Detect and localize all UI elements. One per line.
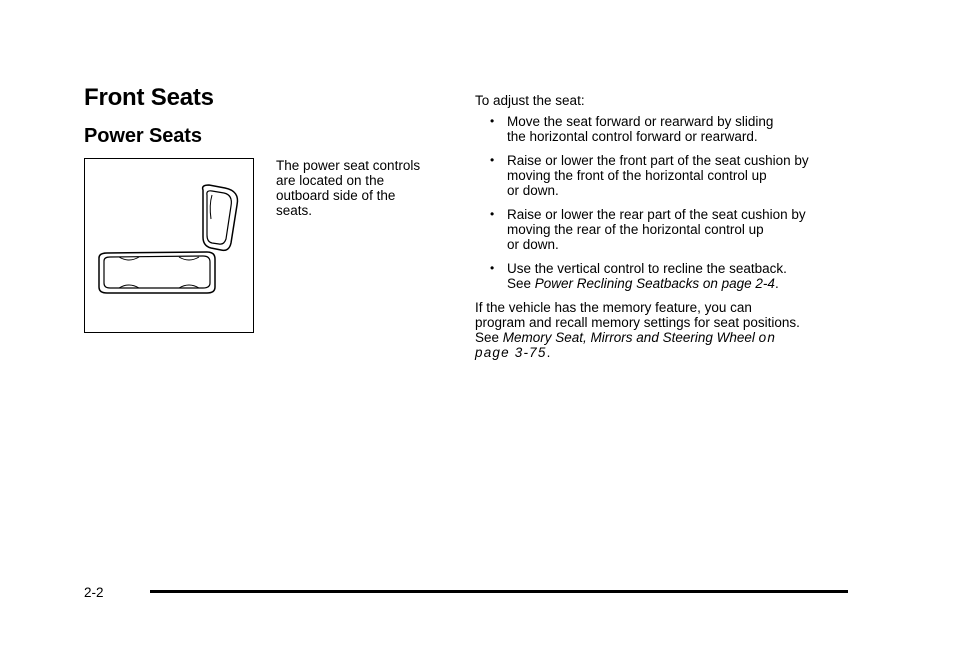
cross-reference-link[interactable]: Memory Seat, Mirrors and Steering Wheel bbox=[502, 330, 759, 345]
memory-line bbox=[475, 330, 855, 345]
bullet-icon: • bbox=[490, 114, 495, 128]
list-item bbox=[475, 207, 855, 252]
side-text-line: are located on the bbox=[276, 173, 385, 188]
memory-line: If the vehicle has the memory feature, you can bbox=[475, 300, 752, 315]
adjust-instructions bbox=[475, 93, 855, 360]
period-text: . bbox=[546, 345, 551, 360]
power-seat-controls-illustration bbox=[84, 158, 254, 333]
bullet-icon: • bbox=[490, 261, 495, 275]
bullet-line: the horizontal control forward or rearward. bbox=[507, 129, 758, 144]
bullet-icon: • bbox=[490, 153, 495, 167]
side-text-line: outboard side of the bbox=[276, 188, 396, 203]
bullet-line: moving the front of the horizontal control up bbox=[507, 168, 767, 183]
list-item bbox=[475, 261, 855, 291]
seat-controls-icon bbox=[85, 159, 255, 334]
memory-paragraph bbox=[475, 300, 855, 360]
intro-text: To adjust the seat: bbox=[475, 93, 585, 108]
bullet-line: or down. bbox=[507, 237, 559, 252]
subsection-title: Power Seats bbox=[84, 125, 202, 147]
period-text: . bbox=[774, 276, 779, 291]
see-text: See bbox=[475, 330, 503, 345]
memory-line bbox=[475, 345, 855, 360]
cross-reference-link[interactable]: page 3-75 bbox=[475, 345, 547, 360]
cross-reference-link[interactable]: on bbox=[758, 330, 777, 345]
list-item bbox=[475, 153, 855, 198]
adjust-steps-list bbox=[475, 114, 855, 291]
bullet-line: moving the rear of the horizontal control up bbox=[507, 222, 764, 237]
bullet-line: Use the vertical control to recline the seatback. bbox=[507, 261, 787, 276]
bullet-line: Raise or lower the rear part of the seat cushion by bbox=[507, 207, 806, 222]
cross-reference-link[interactable]: Power Reclining Seatbacks on page 2-4 bbox=[534, 276, 775, 291]
bullet-icon: • bbox=[490, 207, 495, 221]
side-text-line: seats. bbox=[276, 203, 313, 218]
section-title: Front Seats bbox=[84, 84, 214, 111]
footer-rule bbox=[150, 590, 848, 593]
list-item bbox=[475, 114, 855, 144]
see-text: See bbox=[507, 276, 535, 291]
side-text-line: The power seat controls bbox=[276, 158, 421, 173]
bullet-line bbox=[507, 276, 855, 291]
memory-line: program and recall memory settings for seat positions. bbox=[475, 315, 800, 330]
side-text bbox=[276, 158, 446, 218]
bullet-line: Raise or lower the front part of the seat cushion by bbox=[507, 153, 809, 168]
bullet-line: or down. bbox=[507, 183, 559, 198]
page-number: 2-2 bbox=[84, 585, 104, 600]
bullet-line: Move the seat forward or rearward by sliding bbox=[507, 114, 774, 129]
